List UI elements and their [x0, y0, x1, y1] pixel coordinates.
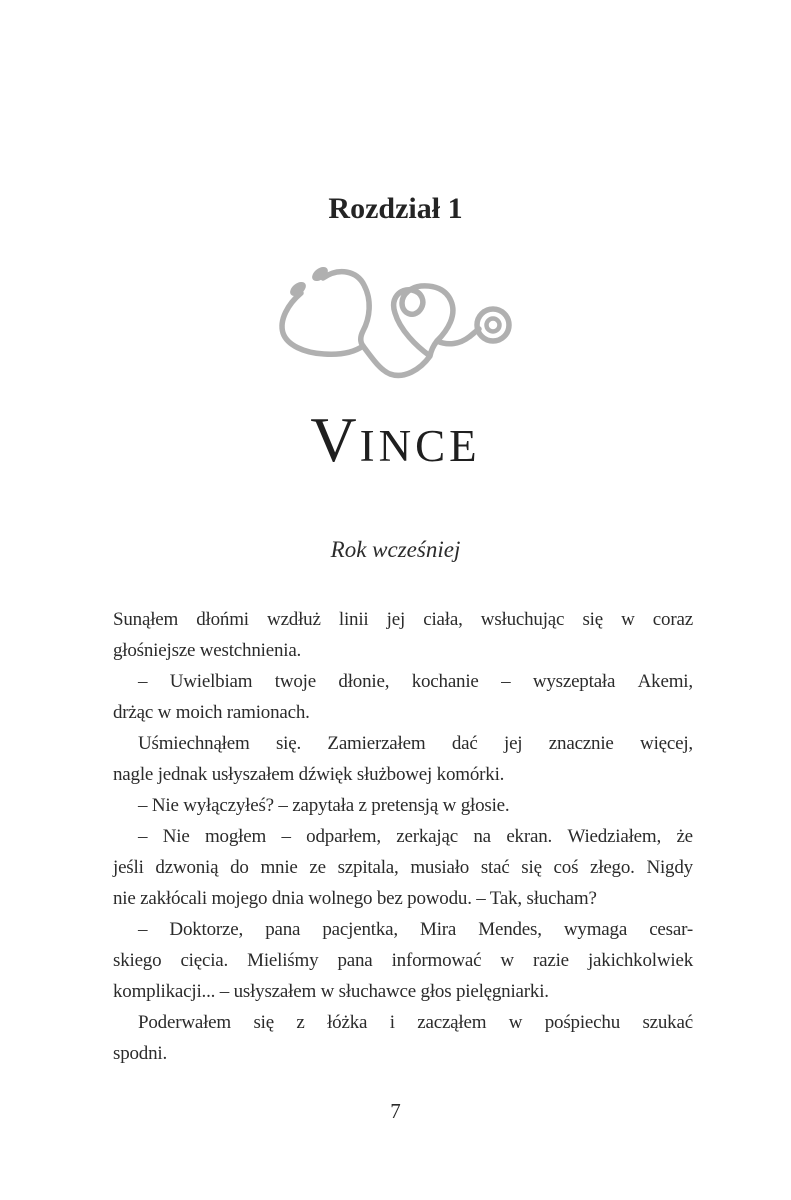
page-number: 7	[390, 1099, 401, 1123]
body-line: – Nie mogłem – odparłem, zerkając na ekran. Wiedziałem, że	[138, 826, 693, 847]
body-text	[113, 604, 693, 1069]
title-initial: V	[310, 404, 360, 475]
stethoscope-heart-icon	[276, 258, 516, 390]
body-line: komplikacji... – usłyszałem w słuchawce głos pielęgniarki.	[113, 981, 549, 1002]
body-line: Uśmiechnąłem się. Zamierzałem dać jej znacznie więcej,	[138, 733, 693, 754]
body-line: – Uwielbiam twoje dłonie, kochanie – wyszeptała Akemi,	[138, 671, 693, 692]
body-line: Poderwałem się z łóżka i zacząłem w pośpiechu szukać	[138, 1012, 693, 1033]
chapter-heading: Rozdział 1	[328, 192, 463, 225]
body-line: drżąc w moich ramionach.	[113, 702, 310, 723]
body-line: skiego cięcia. Mieliśmy pana informować w razie jakichkolwiek	[113, 950, 693, 971]
body-line: jeśli dzwonią do mnie ze szpitala, musiało stać się coś złego. Nigdy	[113, 857, 693, 878]
body-line: – Nie wyłączyłeś? – zapytała z pretensją w głosie.	[138, 795, 510, 816]
body-line: spodni.	[113, 1043, 168, 1064]
body-line: nagle jednak usłyszałem dźwięk służbowej komórki.	[113, 764, 505, 785]
body-line: głośniejsze westchnienia.	[113, 640, 302, 661]
title-rest: INCE	[359, 421, 481, 471]
chapter-character-title	[0, 404, 791, 475]
body-line: – Doktorze, pana pacjentka, Mira Mendes, wymaga cesar-	[138, 919, 693, 940]
body-line: Sunąłem dłońmi wzdłuż linii jej ciała, wsłuchując się w coraz	[113, 609, 693, 630]
chapter-decoration	[0, 258, 791, 390]
body-line: nie zakłócali mojego dnia wolnego bez powodu. – Tak, słucham?	[113, 888, 597, 909]
chapter-subtitle: Rok wcześniej	[330, 537, 461, 562]
